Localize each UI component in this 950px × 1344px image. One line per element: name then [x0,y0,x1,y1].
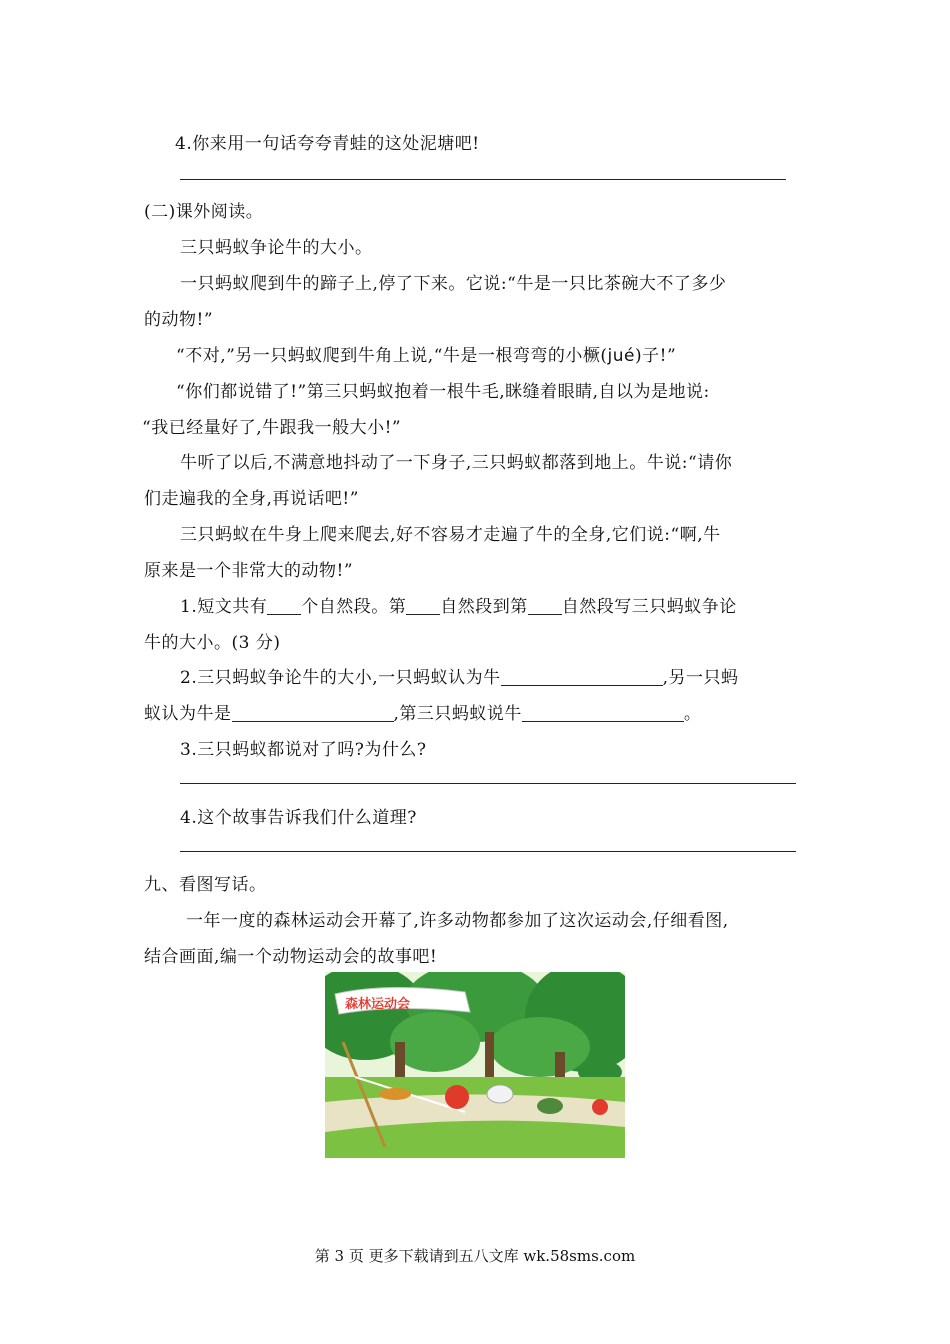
fill-blank[interactable] [501,668,663,686]
answer-line[interactable] [180,851,796,852]
turtle-runner [537,1098,563,1114]
question-text: 自然段写三只蚂蚁争论 [561,597,737,617]
story-text: )子!” [634,346,677,366]
snail-runner [592,1099,608,1115]
forest-sports-meet-illustration [325,972,625,1158]
story-paragraph: 们走遍我的全身,再说话吧!” [144,489,359,509]
question-1 [180,592,737,617]
rabbit-runner [487,1085,513,1103]
banner-text: 森林运动会 [345,997,411,1012]
story-paragraph: 牛听了以后,不满意地抖动了一下身子,三只蚂蚁都落到地上。牛说:“请你 [180,453,733,473]
question-4-frog: 4.你来用一句话夸夸青蛙的这处泥塘吧! [175,134,480,154]
question-text: 1.短文共有 [180,597,268,617]
tree-canopy [490,1017,590,1077]
story-paragraph: 三只蚂蚁在牛身上爬来爬去,好不容易才走遍了牛的全身,它们说:“啊,牛 [180,525,721,545]
question-2 [180,663,739,688]
fill-blank[interactable] [406,597,440,615]
section-heading-picture-writing: 九、看图写话。 [144,875,267,895]
writing-prompt: 结合画面,编一个动物运动会的故事吧! [144,947,438,967]
question-2-line2 [144,699,701,724]
fill-blank[interactable] [267,597,301,615]
section-heading-extracurricular: (二)课外阅读。 [144,202,264,222]
story-text: “不对,”另一只蚂蚁爬到牛角上说,“牛是一根弯弯的小橛( [176,346,608,366]
question-text: 自然段到第 [440,597,528,617]
fill-blank[interactable] [522,704,684,722]
question-4: 4.这个故事告诉我们什么道理? [180,808,417,828]
story-paragraph [176,341,676,366]
question-text: 2.三只蚂蚁争论牛的大小,一只蚂蚁认为牛 [180,668,501,688]
page-footer: 第 3 页 更多下载请到五八文库 wk.58sms.com [314,1247,636,1265]
question-text: ,另一只蚂 [662,668,739,688]
story-paragraph: 原来是一个非常大的动物!” [144,561,354,581]
story-paragraph: “你们都说错了!”第三只蚂蚁抱着一根牛毛,眯缝着眼睛,自以为是地说: [176,382,710,402]
question-1-line2: 牛的大小。(3 分) [144,633,281,653]
story-title: 三只蚂蚁争论牛的大小。 [180,238,373,258]
answer-line[interactable] [180,783,796,784]
fill-blank[interactable] [232,704,394,722]
answer-line[interactable] [180,179,786,180]
fox-runner [445,1085,469,1109]
fill-blank[interactable] [528,597,562,615]
writing-prompt: 一年一度的森林运动会开幕了,许多动物都参加了这次运动会,仔细看图, [186,911,729,931]
question-text: 个自然段。第 [301,597,407,617]
question-text: 。 [683,704,702,724]
question-3: 3.三只蚂蚁都说对了吗?为什么? [180,740,427,760]
story-paragraph: 的动物!” [144,310,214,330]
question-text: 蚁认为牛是 [144,704,232,724]
story-paragraph: “我已经量好了,牛跟我一般大小!” [142,418,402,438]
deer-runner [379,1088,411,1100]
pinyin: jué [607,346,635,366]
question-text: ,第三只蚂蚁说牛 [393,704,522,724]
story-paragraph: 一只蚂蚁爬到牛的蹄子上,停了下来。它说:“牛是一只比茶碗大不了多少 [180,274,727,294]
